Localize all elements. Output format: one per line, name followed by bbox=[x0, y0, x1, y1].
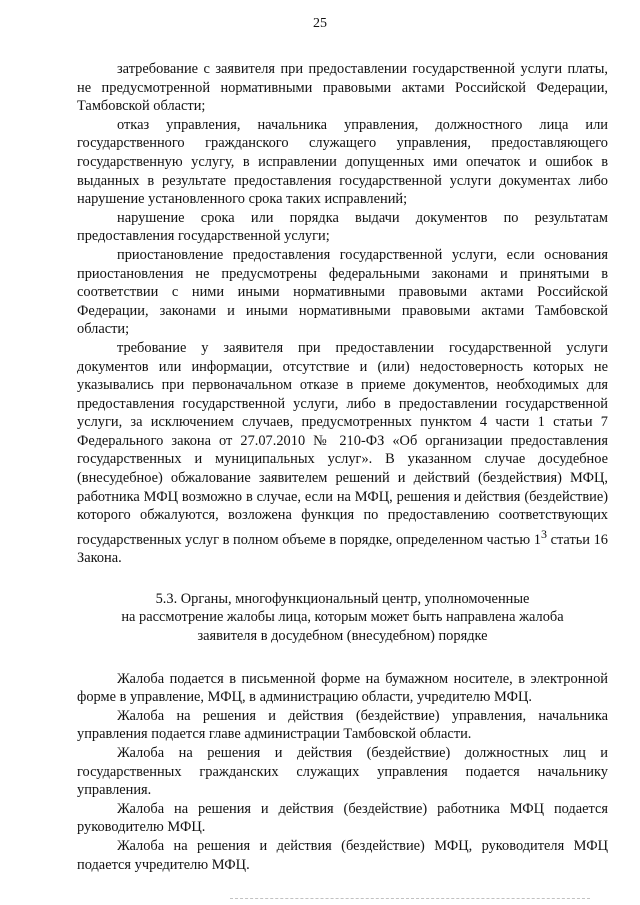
paragraph: Жалоба на решения и действия (бездействие) МФЦ, руководителя МФЦ подается учредителю МФЦ. bbox=[77, 837, 608, 873]
section-heading-line: на рассмотрение жалобы лица, которым может быть направлена жалоба bbox=[121, 609, 564, 626]
paragraph: Жалоба подается в письменной форме на бумажном носителе, в электронной форме в управление, МФЦ, в администрацию области, учредителю МФЦ. bbox=[77, 670, 608, 706]
paragraph: приостановление предоставления государственной услуги, если основания приостановления не предусмотрены федеральными законами и принятыми в соответствии с ними иными нормативными правовыми актами Российской Федерации, законами и иными нормативными правовыми актами Тамбовской области; bbox=[77, 246, 608, 338]
section-heading-line: заявителя в досудебном (внесудебном) порядке bbox=[197, 628, 488, 645]
section-heading bbox=[77, 590, 608, 646]
document-body bbox=[77, 60, 608, 874]
paragraph: нарушение срока или порядка выдачи документов по результатам предоставления государственной услуги; bbox=[77, 209, 608, 245]
paragraph-text-end: статьи 16 Закона. bbox=[77, 531, 608, 567]
paragraph: Жалоба на решения и действия (бездействие) управления, начальника управления подается главе администрации Тамбовской области. bbox=[77, 707, 608, 743]
paragraph: Жалоба на решения и действия (бездействие) должностных лиц и государственных гражданских служащих управления подается начальнику управления. bbox=[77, 744, 608, 799]
paragraph: Жалоба на решения и действия (бездействие) работника МФЦ подается руководителю МФЦ. bbox=[77, 800, 608, 836]
section-heading-line: 5.3. Органы, многофункциональный центр, уполномоченные bbox=[155, 590, 530, 607]
scan-artifact-line bbox=[230, 898, 590, 903]
paragraph: отказ управления, начальника управления, должностного лица или государственного гражданского служащего управления, предоставляющего государственную услугу, в исправлении допущенных ими опечаток и ошибок в выданных в результате предоставления государственной услуги документах либо нарушение установленного срока таких исправлений; bbox=[77, 116, 608, 208]
paragraph bbox=[77, 339, 608, 568]
paragraph-text: требование у заявителя при предоставлении государственной услуги документов или информации, отсутствие и (или) недостоверность которых не указывались при первоначальном отказе в приеме документов, необходимых для предоставления государственной услуги, либо в предоставлении государственной услуги, за исключением случаев, предусмотренных пунктом 4 части 1 статьи 7 Федерального закона от 27.07.2010 № 210-ФЗ «Об организации предоставления государственных и муниципальных услуг». В указанном случае досудебное (внесудебное) обжалование заявителем решений и действий (бездействия) МФЦ, работника МФЦ возможно в случае, если на МФЦ, решения и действия (бездействие) которого обжалуются, возложена функция по предоставлению соответствующих государственных услуг в полном объеме в порядке, определенном частью 1 bbox=[77, 339, 608, 548]
page-number: 25 bbox=[313, 16, 327, 31]
superscript: 3 bbox=[540, 526, 547, 541]
paragraph: затребование с заявителя при предоставлении государственной услуги платы, не предусмотренной нормативными правовыми актами Российской Федерации, Тамбовской области; bbox=[77, 61, 608, 115]
